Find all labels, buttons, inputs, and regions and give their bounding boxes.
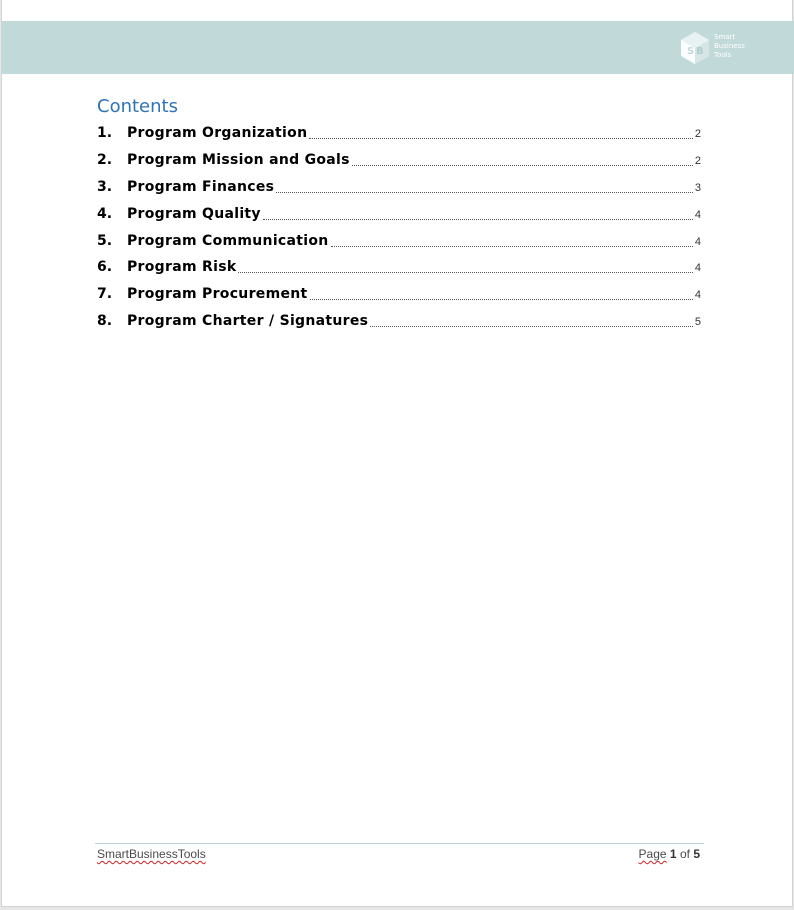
toc-entry[interactable] — [97, 259, 701, 277]
toc-label[interactable]: Program Risk — [127, 259, 237, 275]
toc-leader — [310, 298, 693, 300]
total-pages: 5 — [693, 847, 700, 861]
toc-page-number: 4 — [694, 209, 701, 221]
toc-leader — [263, 218, 693, 220]
svg-text:S: S — [687, 46, 695, 57]
toc-label[interactable]: Program Communication — [127, 233, 329, 249]
logo-text — [714, 33, 758, 60]
logo-line-3: Tools — [714, 51, 732, 59]
toc-entry[interactable] — [97, 152, 701, 170]
toc-number: 3. — [97, 179, 113, 195]
logo-line-1: Smart — [714, 33, 736, 41]
toc-number: 8. — [97, 313, 113, 329]
footer-company: SmartBusinessTools — [97, 847, 206, 861]
toc-title: Contents — [97, 96, 178, 117]
toc-page-number: 2 — [694, 155, 701, 167]
toc-entry[interactable] — [97, 286, 701, 304]
toc-number: 2. — [97, 152, 113, 168]
toc-label[interactable]: Program Finances — [127, 179, 275, 195]
toc-number: 7. — [97, 286, 113, 302]
document-page — [1, 0, 793, 907]
toc-label[interactable]: Program Organization — [127, 125, 308, 141]
footer-divider — [95, 843, 704, 844]
toc-page-number: 3 — [694, 182, 701, 194]
cube-logo-icon — [678, 30, 712, 66]
toc-leader — [309, 137, 693, 139]
toc-entry[interactable] — [97, 313, 701, 331]
toc-label[interactable]: Program Procurement — [127, 286, 308, 302]
toc-label[interactable]: Program Quality — [127, 206, 261, 222]
toc-number: 4. — [97, 206, 113, 222]
toc-page-number: 2 — [694, 128, 701, 140]
toc-leader — [238, 271, 692, 273]
toc-page-number: 4 — [694, 289, 701, 301]
logo-line-2: Business — [714, 42, 745, 50]
page-word: Page — [638, 847, 667, 861]
toc-leader — [352, 164, 693, 166]
toc-entry[interactable] — [97, 233, 701, 251]
toc-page-number: 4 — [694, 262, 701, 274]
current-page: 1 — [669, 847, 677, 861]
svg-text:B: B — [696, 46, 704, 57]
toc-leader — [370, 325, 693, 327]
of-word: of — [679, 847, 690, 861]
toc-entry[interactable] — [97, 179, 701, 197]
footer-page-indicator — [639, 847, 700, 861]
toc-leader — [276, 191, 693, 193]
toc-entry[interactable] — [97, 206, 701, 224]
toc-leader — [331, 245, 693, 247]
toc-number: 1. — [97, 125, 113, 141]
company-logo — [678, 30, 758, 66]
toc-label[interactable]: Program Mission and Goals — [127, 152, 350, 168]
header-band — [2, 21, 794, 74]
toc-label[interactable]: Program Charter / Signatures — [127, 313, 369, 329]
toc-page-number: 5 — [694, 316, 701, 328]
toc-page-number: 4 — [694, 236, 701, 248]
toc-entry[interactable] — [97, 125, 701, 143]
toc-number: 6. — [97, 259, 113, 275]
toc-number: 5. — [97, 233, 113, 249]
